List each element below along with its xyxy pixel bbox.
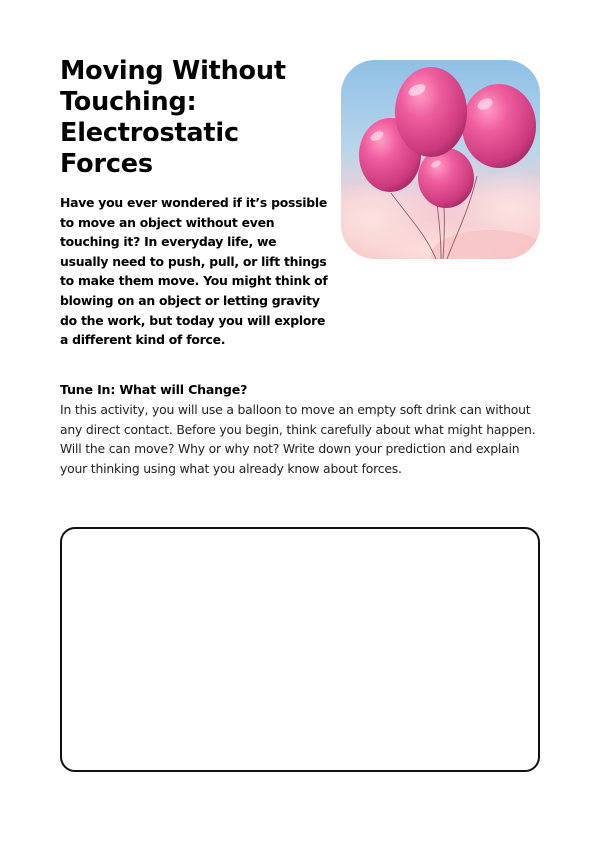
page-title: Moving Without Touching: Electrostatic Forces bbox=[60, 56, 286, 179]
prediction-answer-box[interactable] bbox=[60, 527, 540, 772]
section-body-text: In this activity, you will use a balloon to move an empty soft drink can without any direct contact. Before you begin, think carefully about what might happen. Will the can move? Why or why not? Write down your prediction and explain your thinking using what you already know about forces. bbox=[60, 402, 536, 477]
intro-paragraph: Have you ever wondered if it’s possible to move an object without even touching it? In everyday life, we usually need to push, pull, or lift things to make them move. You might think of blowing on an object or letting gravity do the work, but today you will explore a different kind of force. bbox=[60, 195, 328, 348]
section-heading: Tune In: What will Change? bbox=[60, 382, 248, 397]
balloons-image bbox=[341, 60, 540, 259]
